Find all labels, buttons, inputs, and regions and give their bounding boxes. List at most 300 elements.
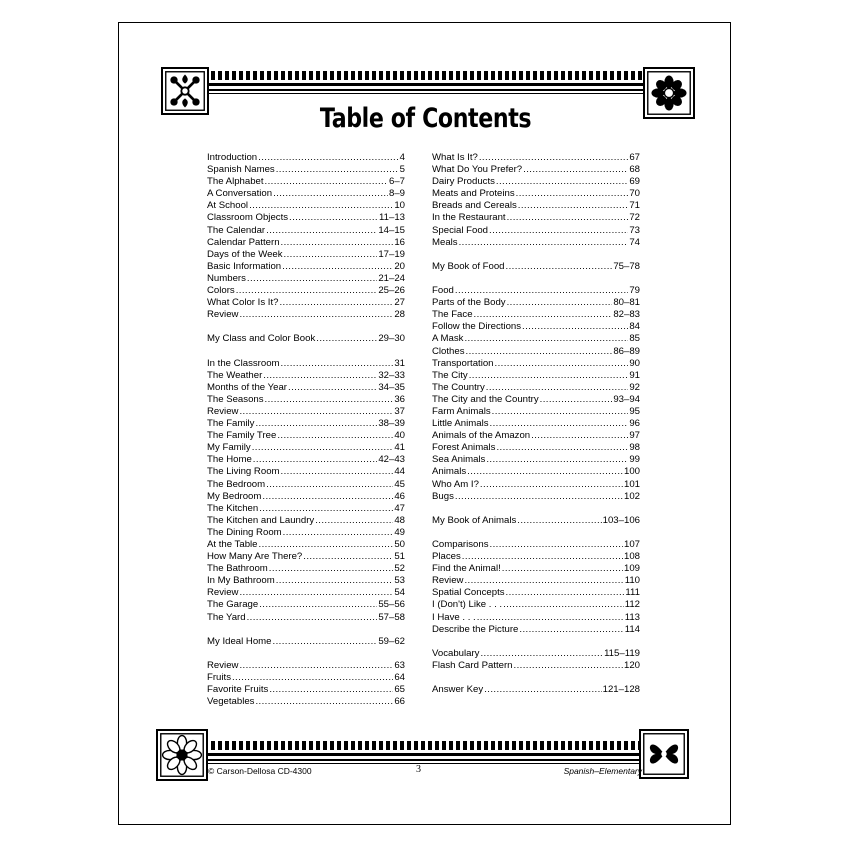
toc-entry — [207, 285, 405, 297]
toc-entry-title: The City and the Country — [432, 393, 539, 405]
toc-entry-title: Colors — [207, 285, 235, 297]
dot-leader — [490, 418, 629, 430]
toc-entry-title: I (Don't) Like . . . — [432, 599, 503, 611]
toc-entry — [432, 624, 640, 636]
toc-entry-page: 6–7 — [388, 176, 405, 188]
dot-leader — [519, 624, 623, 636]
toc-entry-title: The Living Room — [207, 466, 280, 478]
toc-spacer — [432, 249, 640, 261]
toc-entry-title: The Weather — [207, 369, 263, 381]
toc-entry-page: 44 — [394, 466, 405, 478]
toc-entry-title: The Bathroom — [207, 563, 268, 575]
toc-entry-title: At the Table — [207, 539, 258, 550]
toc-entry-page: 46 — [394, 490, 405, 502]
toc-entry-page: 34–35 — [378, 381, 405, 393]
toc-entry-title: How Many Are There? — [207, 551, 303, 563]
dot-leader — [523, 164, 628, 176]
toc-entry-title: I Have . . . — [432, 611, 476, 623]
toc-entry-page: 49 — [394, 526, 405, 538]
dot-leader — [276, 164, 399, 176]
toc-entry — [207, 430, 405, 442]
toc-entry-page: 68 — [629, 164, 640, 176]
toc-entry-page: 115–119 — [604, 647, 640, 659]
toc-entry — [432, 333, 640, 345]
dot-leader — [282, 261, 393, 273]
toc-entry — [207, 309, 405, 321]
toc-entry — [207, 406, 405, 418]
toc-entry-page: 25–26 — [378, 285, 405, 297]
dot-leader — [464, 575, 623, 587]
toc-entry — [432, 684, 640, 696]
toc-entry — [432, 164, 640, 176]
toc-entry-page: 108 — [623, 551, 640, 563]
toc-entry — [207, 237, 405, 249]
toc-entry-page: 101 — [623, 478, 640, 490]
dot-leader — [502, 563, 623, 575]
toc-entry-page: 28 — [394, 309, 405, 321]
toc-entry-page: 71 — [629, 200, 640, 212]
toc-entry-page: 73 — [629, 224, 640, 236]
page-title: Table of Contents — [319, 103, 532, 134]
toc-entry — [207, 660, 405, 672]
toc-entry — [432, 551, 640, 563]
toc-entry-title: Dairy Products — [432, 176, 495, 188]
toc-entry — [432, 442, 640, 454]
dot-leader — [281, 466, 394, 478]
toc-entry-title: In My Bathroom — [207, 575, 275, 587]
toc-entry-title: My Ideal Home — [207, 635, 272, 647]
toc-entry — [207, 563, 405, 575]
dot-leader — [469, 370, 629, 382]
toc-entry-title: Find the Animal! — [432, 563, 501, 575]
toc-entry-page: 72 — [629, 212, 640, 224]
dot-leader — [259, 503, 393, 515]
toc-entry — [207, 188, 405, 200]
dot-leader — [467, 466, 623, 478]
toc-entry-page: 90 — [629, 357, 640, 369]
toc-entry-title: In the Restaurant — [432, 212, 506, 224]
dot-leader — [522, 321, 628, 333]
toc-entry-title: Comparisons — [432, 539, 489, 550]
toc-entry-page: 112 — [624, 599, 640, 611]
toc-entry-page: 74 — [629, 236, 640, 248]
toc-entry-title: The Bedroom — [207, 478, 266, 490]
dot-leader — [265, 176, 388, 188]
daisy-icon — [156, 729, 208, 781]
toc-entry-page: 120 — [623, 659, 640, 671]
toc-spacer — [207, 624, 405, 636]
dot-leader — [507, 297, 613, 309]
toc-entry-page: 80–81 — [613, 297, 640, 309]
toc-entry-page: 121–128 — [602, 684, 640, 696]
toc-entry-page: 47 — [394, 502, 405, 514]
dot-leader — [506, 261, 613, 273]
toc-entry-title: Review — [207, 405, 239, 417]
dot-leader — [455, 285, 628, 297]
toc-entry-title: The Home — [207, 454, 252, 466]
toc-entry-title: Review — [207, 587, 239, 599]
toc-entry-page: 93–94 — [613, 393, 640, 405]
toc-entry-page: 67 — [629, 152, 640, 163]
toc-entry-title: Meals — [432, 236, 458, 248]
toc-entry — [432, 309, 640, 321]
toc-entry-page: 50 — [394, 539, 405, 550]
toc-entry-page: 111 — [625, 587, 640, 599]
toc-entry — [207, 515, 405, 527]
toc-entry-page: 103–106 — [602, 514, 640, 526]
toc-entry-page: 65 — [394, 684, 405, 696]
toc-entry-title: At School — [207, 200, 249, 212]
toc-entry-page: 27 — [394, 297, 405, 309]
toc-entry-title: Describe the Picture — [432, 623, 519, 635]
dot-leader — [265, 394, 394, 406]
toc-entry-title: My Book of Food — [432, 260, 505, 272]
toc-entry-page: 86–89 — [613, 345, 640, 357]
dot-leader — [540, 394, 613, 406]
toc-entry-page: 4 — [399, 152, 405, 163]
dot-leader — [247, 273, 377, 285]
toc-entry — [432, 261, 640, 273]
dot-leader — [232, 672, 393, 684]
toc-entry-title: Spanish Names — [207, 164, 275, 176]
toc-entry — [432, 225, 640, 237]
dot-leader — [289, 212, 378, 224]
toc-entry-page: 92 — [629, 381, 640, 393]
toc-spacer — [432, 636, 640, 648]
dot-leader — [492, 406, 629, 418]
toc-entry-page: 40 — [394, 430, 405, 442]
dot-leader — [479, 152, 628, 164]
toc-entry — [207, 612, 405, 624]
toc-entry-title: Clothes — [432, 345, 465, 357]
dot-leader — [263, 370, 377, 382]
toc-left-column — [207, 152, 405, 708]
toc-entry-page: 8–9 — [388, 188, 405, 200]
toc-entry-title: The Calendar — [207, 224, 266, 236]
toc-entry — [432, 370, 640, 382]
toc-entry — [432, 612, 640, 624]
toc-entry-page: 36 — [394, 393, 405, 405]
toc-entry-page: 59–62 — [378, 635, 405, 647]
dot-leader — [459, 237, 629, 249]
toc-entry-title: Vocabulary — [432, 647, 480, 659]
toc-entry-title: Months of the Year — [207, 381, 288, 393]
toc-entry-title: Review — [432, 575, 464, 587]
toc-entry — [432, 382, 640, 394]
dot-leader — [281, 237, 394, 249]
toc-entry-page: 99 — [629, 454, 640, 466]
toc-spacer — [432, 672, 640, 684]
dot-leader — [464, 333, 628, 345]
toc-entry — [207, 575, 405, 587]
toc-entry-title: Animals — [432, 466, 467, 478]
toc-entry — [207, 261, 405, 273]
toc-entry — [207, 176, 405, 188]
toc-entry — [432, 454, 640, 466]
toc-entry-page: 113 — [624, 611, 640, 623]
toc-entry-title: Special Food — [432, 224, 488, 236]
dot-leader — [239, 660, 393, 672]
toc-entry — [432, 285, 640, 297]
toc-entry-title: What Is It? — [432, 152, 478, 163]
toc-entry — [207, 297, 405, 309]
toc-entry-page: 14–15 — [378, 224, 405, 236]
toc-entry-page: 64 — [394, 672, 405, 684]
dot-leader — [279, 297, 393, 309]
toc-entry-title: Favorite Fruits — [207, 684, 269, 696]
toc-right-column — [432, 152, 640, 696]
toc-entry — [432, 297, 640, 309]
toc-entry-page: 85 — [629, 333, 640, 345]
toc-entry-title: The City — [432, 369, 468, 381]
toc-entry-title: Sea Animals — [432, 454, 486, 466]
toc-entry-page: 17–19 — [378, 248, 405, 260]
toc-entry-page: 29–30 — [378, 333, 405, 345]
book-series-footer: Spanish–Elementary — [563, 766, 642, 776]
toc-entry-page: 32–33 — [378, 369, 405, 381]
toc-entry — [207, 491, 405, 503]
toc-entry-title: The Family — [207, 418, 255, 430]
dot-leader — [281, 358, 394, 370]
dot-leader — [266, 225, 377, 237]
toc-entry-title: My Class and Color Book — [207, 333, 316, 345]
toc-entry-page: 55–56 — [378, 599, 405, 611]
toc-entry-page: 11–13 — [379, 212, 405, 224]
toc-entry-page: 21–24 — [378, 272, 405, 284]
toc-entry — [432, 237, 640, 249]
toc-entry — [207, 225, 405, 237]
toc-entry-page: 109 — [623, 563, 640, 575]
toc-entry — [207, 212, 405, 224]
toc-entry-title: Breads and Cereals — [432, 200, 517, 212]
dot-leader — [252, 442, 394, 454]
toc-spacer — [207, 648, 405, 660]
toc-entry-title: Review — [207, 309, 239, 321]
toc-entry — [432, 200, 640, 212]
toc-entry — [207, 249, 405, 261]
toc-entry — [432, 660, 640, 672]
toc-entry — [207, 418, 405, 430]
toc-entry — [432, 358, 640, 370]
dot-leader — [284, 249, 378, 261]
dot-leader — [496, 176, 628, 188]
toc-entry-title: Spatial Concepts — [432, 587, 505, 599]
toc-entry-title: In the Classroom — [207, 357, 280, 369]
toc-entry-title: Days of the Week — [207, 248, 283, 260]
toc-entry-page: 107 — [623, 539, 640, 550]
toc-entry — [432, 152, 640, 164]
dot-leader — [514, 660, 623, 672]
toc-entry — [207, 599, 405, 611]
toc-entry — [207, 358, 405, 370]
toc-entry-title: The Yard — [207, 611, 246, 623]
toc-entry — [432, 346, 640, 358]
toc-entry — [207, 503, 405, 515]
toc-entry — [207, 333, 405, 345]
toc-entry-page: 5 — [399, 164, 405, 176]
toc-entry — [207, 551, 405, 563]
leaf-ornament-icon — [639, 729, 689, 779]
toc-entry-title: The Kitchen — [207, 502, 259, 514]
toc-entry-title: The Alphabet — [207, 176, 264, 188]
toc-entry-title: The Country — [432, 381, 485, 393]
page-number: 3 — [416, 764, 421, 775]
toc-entry-title: The Face — [432, 309, 473, 321]
dot-leader — [277, 430, 393, 442]
toc-entry-title: Classroom Objects — [207, 212, 289, 224]
toc-entry-title: A Conversation — [207, 188, 273, 200]
dot-leader — [276, 575, 394, 587]
toc-entry — [432, 418, 640, 430]
dot-leader — [239, 587, 393, 599]
bottom-decorative-band — [169, 741, 681, 767]
dot-leader — [486, 454, 628, 466]
toc-entry-title: Transportation — [432, 357, 494, 369]
top-decorative-band — [169, 71, 681, 97]
toc-entry-title: Forest Animals — [432, 442, 496, 454]
toc-entry-page: 100 — [623, 466, 640, 478]
dot-leader — [518, 200, 629, 212]
toc-spacer — [207, 346, 405, 358]
toc-entry-title: The Dining Room — [207, 526, 282, 538]
toc-entry-page: 51 — [394, 551, 405, 563]
toc-entry-title: Numbers — [207, 272, 246, 284]
toc-entry — [432, 321, 640, 333]
toc-entry-title: My Bedroom — [207, 490, 262, 502]
dot-leader — [516, 188, 629, 200]
toc-entry — [207, 152, 405, 164]
toc-entry — [432, 394, 640, 406]
toc-entry — [207, 587, 405, 599]
toc-entry — [432, 587, 640, 599]
dot-leader — [239, 309, 393, 321]
dot-leader — [239, 406, 393, 418]
toc-entry-title: Places — [432, 551, 461, 563]
toc-entry-page: 41 — [394, 442, 405, 454]
toc-entry-title: Flash Card Pattern — [432, 659, 513, 671]
toc-entry — [207, 479, 405, 491]
toc-entry-page: 69 — [629, 176, 640, 188]
toc-entry-page: 91 — [629, 369, 640, 381]
dot-leader — [490, 539, 623, 551]
toc-entry-title: Bugs — [432, 490, 454, 502]
toc-entry-title: Introduction — [207, 152, 258, 163]
dot-leader — [486, 382, 629, 394]
toc-entry-title: Animals of the Amazon — [432, 430, 531, 442]
toc-entry — [207, 382, 405, 394]
toc-spacer — [432, 503, 640, 515]
toc-entry — [207, 370, 405, 382]
toc-entry-page: 70 — [629, 188, 640, 200]
toc-entry-title: Who Am I? — [432, 478, 479, 490]
toc-entry-title: Food — [432, 285, 454, 297]
dot-leader — [259, 539, 394, 551]
dot-leader — [462, 551, 623, 563]
toc-entry-page: 45 — [394, 478, 405, 490]
toc-entry-title: What Do You Prefer? — [432, 164, 523, 176]
dot-leader — [288, 382, 377, 394]
dot-leader — [315, 515, 393, 527]
toc-entry-page: 42–43 — [378, 454, 405, 466]
dot-leader — [269, 563, 394, 575]
toc-entry — [207, 672, 405, 684]
toc-entry — [207, 539, 405, 551]
toc-spacer — [207, 321, 405, 333]
toc-entry-page: 31 — [394, 357, 405, 369]
dot-leader — [503, 599, 624, 611]
toc-entry-title: Farm Animals — [432, 405, 491, 417]
toc-entry-page: 114 — [624, 623, 640, 635]
dot-leader — [455, 491, 623, 503]
toc-entry-title: What Color Is It? — [207, 297, 279, 309]
toc-entry-page: 52 — [394, 563, 405, 575]
dot-leader — [480, 648, 603, 660]
toc-entry-title: The Family Tree — [207, 430, 277, 442]
toc-entry — [207, 454, 405, 466]
toc-entry-title: Vegetables — [207, 696, 255, 708]
toc-entry — [207, 394, 405, 406]
dot-leader — [236, 285, 378, 297]
toc-entry-page: 66 — [394, 696, 405, 708]
dot-leader — [249, 200, 393, 212]
dot-leader — [496, 442, 628, 454]
dot-leader — [255, 696, 393, 708]
toc-entry-title: Fruits — [207, 672, 231, 684]
toc-entry — [207, 636, 405, 648]
toc-entry-page: 97 — [629, 430, 640, 442]
toc-entry — [432, 479, 640, 491]
toc-entry-title: Parts of the Body — [432, 297, 506, 309]
toc-entry-page: 75–78 — [613, 260, 640, 272]
dot-leader — [269, 684, 393, 696]
toc-entry — [207, 684, 405, 696]
toc-entry-page: 57–58 — [378, 611, 405, 623]
toc-entry — [432, 515, 640, 527]
dot-leader — [273, 636, 378, 648]
dot-leader — [517, 515, 601, 527]
dot-leader — [283, 527, 394, 539]
toc-entry — [432, 188, 640, 200]
toc-entry — [432, 648, 640, 660]
toc-entry-title: The Garage — [207, 599, 259, 611]
toc-entry-page: 10 — [394, 200, 405, 212]
toc-entry — [432, 491, 640, 503]
dot-leader — [531, 430, 628, 442]
toc-entry-page: 96 — [629, 418, 640, 430]
toc-entry-title: My Family — [207, 442, 251, 454]
toc-entry — [432, 539, 640, 551]
toc-entry-page: 63 — [394, 659, 405, 671]
toc-entry-page: 98 — [629, 442, 640, 454]
toc-entry — [207, 200, 405, 212]
toc-entry — [432, 563, 640, 575]
toc-entry-page: 82–83 — [613, 309, 640, 321]
toc-entry — [207, 466, 405, 478]
toc-entry — [207, 527, 405, 539]
toc-entry-title: Review — [207, 659, 239, 671]
toc-entry — [207, 164, 405, 176]
document-page — [118, 22, 731, 825]
dot-leader — [273, 188, 388, 200]
dot-leader — [316, 333, 377, 345]
toc-entry-page: 79 — [629, 285, 640, 297]
dot-leader — [480, 479, 623, 491]
toc-entry — [207, 696, 405, 708]
toc-entry-page: 110 — [624, 575, 640, 587]
toc-entry-title: Follow the Directions — [432, 321, 522, 333]
dot-leader — [303, 551, 393, 563]
toc-entry-title: Little Animals — [432, 418, 489, 430]
